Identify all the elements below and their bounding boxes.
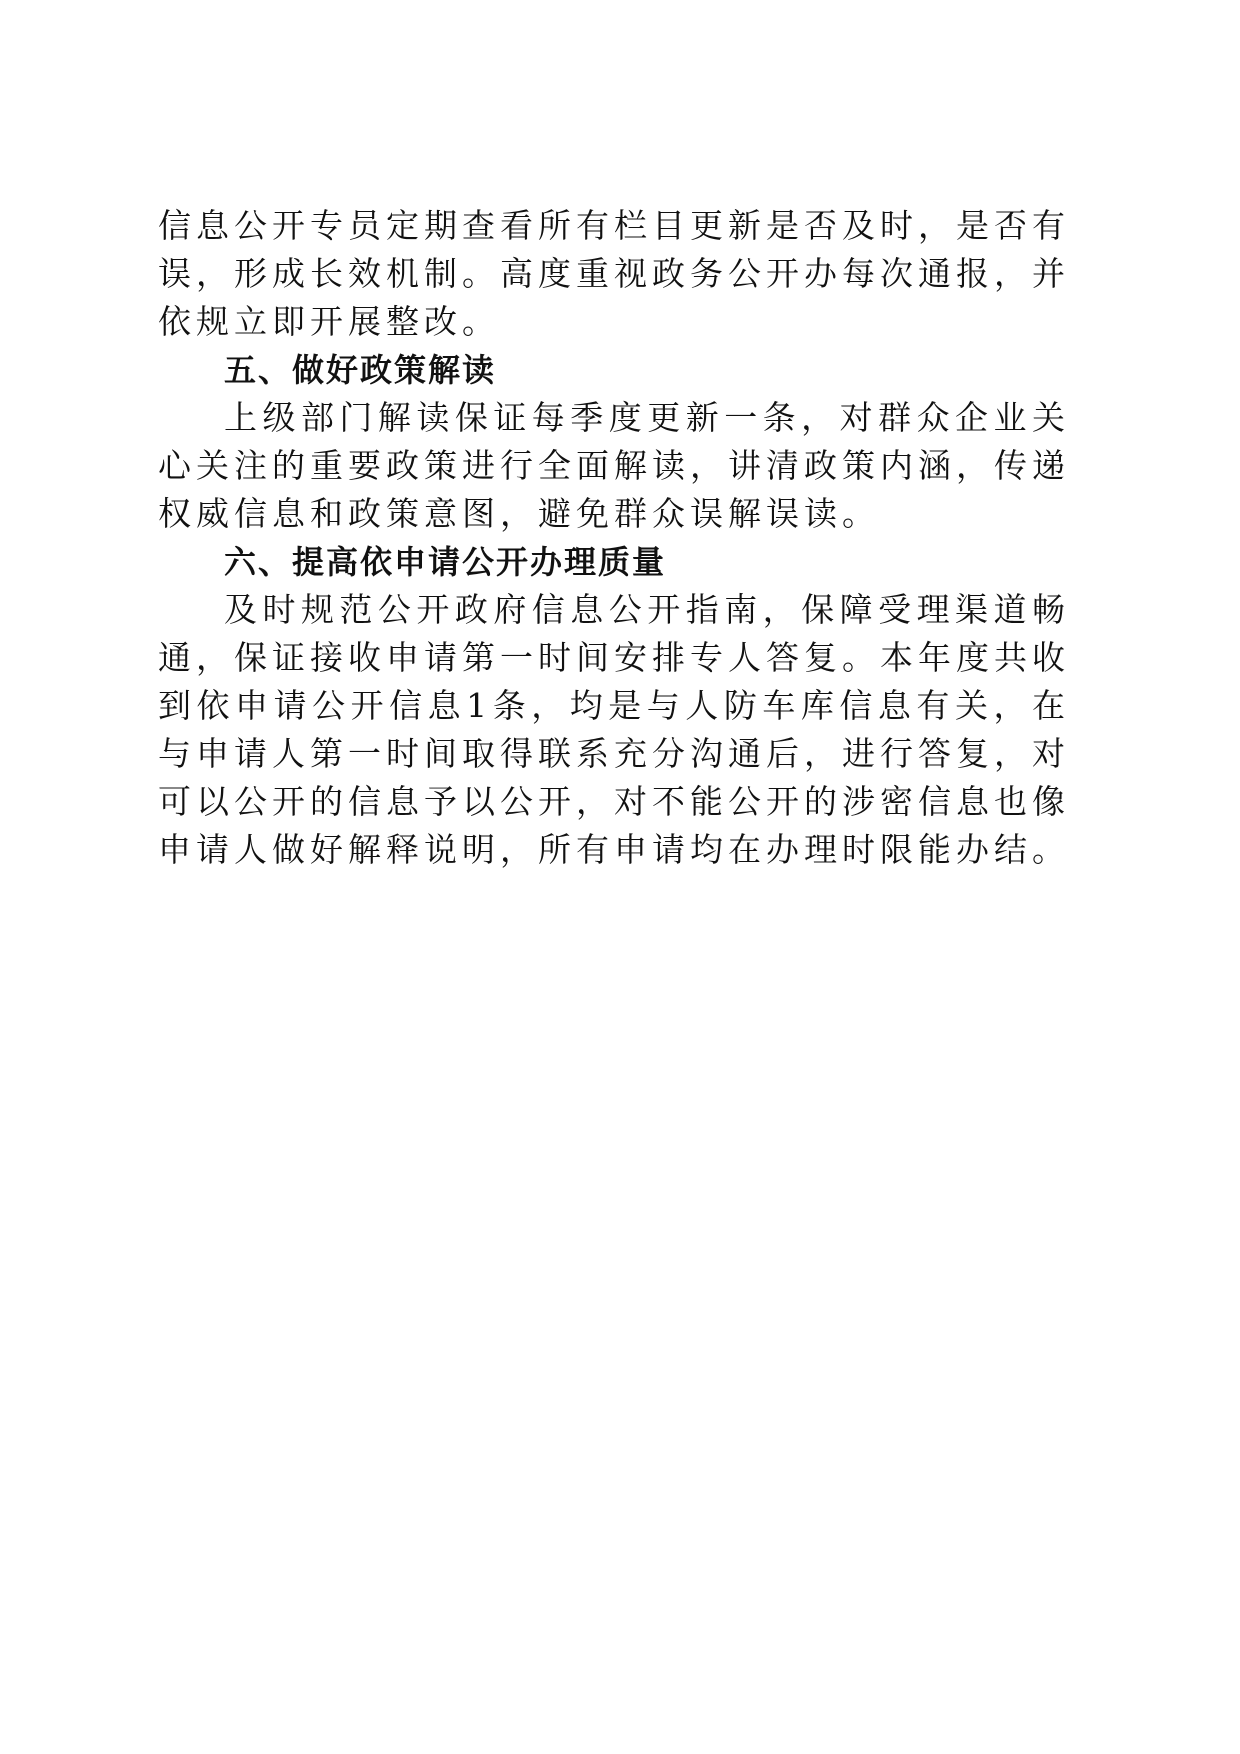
section-heading-application-disclosure: 六、提高依申请公开办理质量	[224, 543, 667, 581]
paragraph-application-disclosure: 及时规范公开政府信息公开指南，保障受理渠道畅通，保证接收申请第一时间安排专人答复。本年度共收到依申请公开信息1条，均是与人防车库信息有关，在与申请人第一时间取得联系充分沟通后，进行答复，对可以公开的信息予以公开，对不能公开的涉密信息也像申请人做好解释说明，所有申请均在办理时限能办结。	[158, 590, 1070, 869]
document-body	[158, 202, 1070, 874]
paragraph-info-disclosure-review: 信息公开专员定期查看所有栏目更新是否及时，是否有误，形成长效机制。高度重视政务公开办每次通报，并依规立即开展整改。	[158, 206, 1070, 341]
paragraph-policy-interpretation: 上级部门解读保证每季度更新一条，对群众企业关心关注的重要政策进行全面解读，讲清政策内涵，传递权威信息和政策意图，避免群众误解误读。	[158, 398, 1070, 533]
section-heading-policy-interpretation: 五、做好政策解读	[224, 351, 497, 389]
